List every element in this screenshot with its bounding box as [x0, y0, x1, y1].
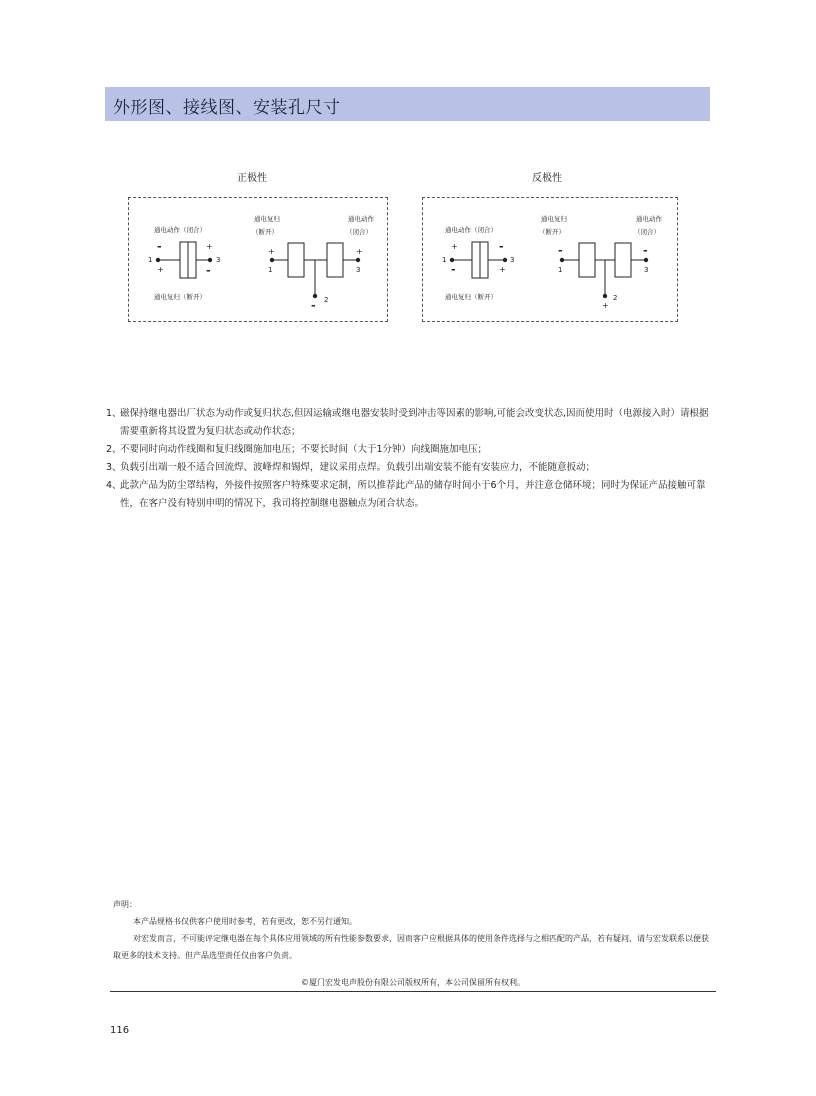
- pos-single-right-bottom-sign: -: [206, 264, 211, 277]
- pos-single-right-top-sign: +: [206, 242, 213, 251]
- declaration-line-1: 本产品规格书仅供客户使用时参考，若有更改，恕不另行通知。: [133, 917, 357, 926]
- neg-single-right-bottom-sign: +: [499, 265, 506, 274]
- neg-dual-right-label-2: （闭合）: [634, 228, 660, 236]
- note-number: 4、: [106, 480, 122, 491]
- pos-single-pin-3: 3: [216, 256, 221, 264]
- note-item: [106, 441, 718, 459]
- pos-dual-sign-2: -: [311, 299, 316, 312]
- pos-single-pin-1: 1: [148, 256, 153, 264]
- neg-dual-pin-3: 3: [644, 266, 649, 274]
- pos-single-left-top-sign: -: [157, 240, 162, 253]
- pos-dual-left-label-1: 通电复归: [254, 215, 280, 223]
- neg-dual-right-label-1: 通电动作: [636, 215, 662, 223]
- neg-dual-pin-1: 1: [558, 266, 563, 274]
- pos-dual-left-label-2: （断开）: [252, 228, 278, 236]
- pos-dual-right-label-2: （闭合）: [346, 228, 372, 236]
- note-number: 2、: [106, 444, 122, 455]
- neg-single-bottom-label: 通电复归（断开）: [445, 293, 497, 301]
- pos-dual-sign-3: +: [356, 247, 363, 256]
- negative-polarity-label: 反极性: [532, 173, 562, 184]
- note-item: [106, 459, 718, 477]
- neg-single-left-bottom-sign: -: [451, 263, 456, 276]
- note-text: 负载引出端一般不适合回流焊、波峰焊和锡焊，建议采用点焊。负载引出端安装不能有安装应力，不能随意扳动；: [120, 462, 596, 473]
- section-title: 外形图、接线图、安装孔尺寸: [113, 98, 341, 118]
- note-item: [106, 405, 718, 441]
- copyright-notice: ©厦门宏发电声股份有限公司版权所有，本公司保留所有权利。: [301, 978, 525, 987]
- neg-single-left-top-sign: +: [451, 242, 458, 251]
- declaration-line-2: 对宏发而言，不可能评定继电器在每个具体应用领域的所有性能参数要求，因而客户应根据具体的使用条件选择与之相匹配的产品，若有疑问，请与宏发联系以便获取更多的技术支持。但产品选型责任仅由客户负责。: [113, 934, 709, 960]
- note-item: [106, 477, 718, 513]
- note-text: 此款产品为防尘罩结构，外接件按照客户特殊要求定制，所以推荐此产品的储存时间小于6个月，并注意仓储环境；同时为保证产品接触可靠性，在客户没有特别申明的情况下，我司将控制继电器触点为闭合状态。: [120, 480, 706, 509]
- pos-dual-pin-2: 2: [324, 296, 329, 304]
- pos-dual-right-label-1: 通电动作: [348, 215, 374, 223]
- neg-single-pin-3: 3: [510, 256, 515, 264]
- neg-dual-sign-1: -: [558, 244, 563, 257]
- notes-list: [106, 405, 718, 513]
- neg-dual-left-label-2: （断开）: [539, 228, 565, 236]
- pos-single-top-label: 通电动作（闭合）: [154, 226, 206, 234]
- pos-dual-pin-1: 1: [268, 266, 273, 274]
- neg-dual-pin-2: 2: [613, 294, 618, 302]
- page-number: 116: [110, 1025, 130, 1036]
- note-text: 磁保持继电器出厂状态为动作或复归状态,但因运输或继电器安装时受到冲击等因素的影响,可能会改变状态,因而使用时（电源接入时）请根据需要重新将其设置为复归状态或动作状态；: [120, 408, 709, 437]
- neg-single-top-label: 通电动作（闭合）: [445, 226, 497, 234]
- note-text: 不要同时向动作线圈和复归线圈施加电压；不要长时间（大于1分钟）向线圈施加电压；: [120, 444, 488, 455]
- pos-dual-pin-3: 3: [356, 266, 361, 274]
- declaration: [113, 896, 713, 964]
- declaration-heading: 声明：: [113, 900, 137, 909]
- wiring-diagram-drawing: [0, 0, 816, 400]
- neg-dual-sign-2: +: [602, 301, 609, 310]
- pos-single-bottom-label: 通电复归（断开）: [154, 293, 206, 301]
- neg-single-pin-1: 1: [442, 256, 447, 264]
- neg-single-right-top-sign: -: [499, 240, 504, 253]
- positive-polarity-label: 正极性: [237, 173, 267, 184]
- footer-divider: [110, 991, 716, 992]
- pos-single-left-bottom-sign: +: [157, 265, 164, 274]
- note-number: 1、: [106, 408, 122, 419]
- pos-dual-sign-1: +: [268, 247, 275, 256]
- neg-dual-sign-3: -: [643, 244, 648, 257]
- note-number: 3、: [106, 462, 122, 473]
- neg-dual-left-label-1: 通电复归: [541, 215, 567, 223]
